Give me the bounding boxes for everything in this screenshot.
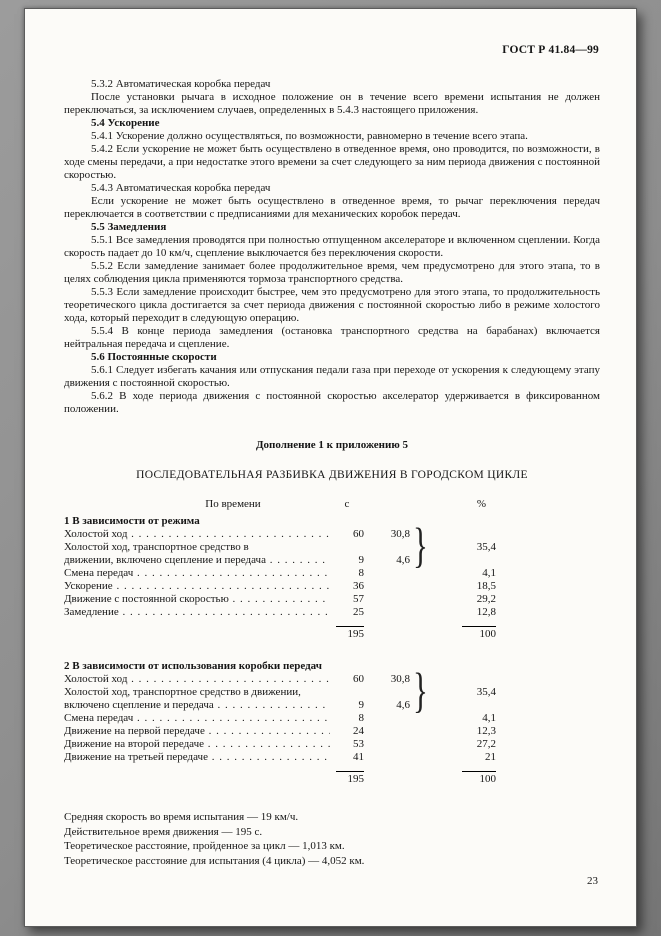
row-mid-percent [364, 738, 410, 751]
row-seconds [330, 541, 364, 554]
paragraph: Если ускорение не может быть осуществлено в отведенное время, то рычаг переключения передач переключается в соответствии с предписаниями для механических коробок передач. [64, 195, 600, 220]
row-percent: 18,5 [476, 580, 496, 592]
row-mid-percent [364, 541, 410, 554]
row-label: включено сцепление и передача . . . [64, 699, 330, 712]
clause-heading: 5.5 Замедления [91, 221, 167, 233]
paragraph: 5.5.2 Если замедление занимает более продолжительное время, чем предусмотрено для этого этапа, то в целях соблюдения цикла применяются тормоза транспортного средства. [64, 260, 600, 285]
row-label: Замедление . . . [64, 606, 330, 619]
paragraph: 5.5.3 Если замедление происходит быстрее, чем это предусмотрено для этого этапа, то продолжительность теоретического цикла достигается за счет периода движения с постоянной скоростью либо в режиме холостого хода, который переходит в следующую операцию. [64, 286, 600, 324]
breakdown-row [64, 725, 496, 738]
row-seconds: 25 [353, 606, 364, 618]
row-seconds: 24 [353, 725, 364, 737]
row-percent: 29,2 [476, 593, 496, 605]
column-header-seconds: с [344, 498, 350, 510]
paragraph: 5.4.1 Ускорение должно осуществляться, по возможности, равномерно в течение всего этапа. [91, 130, 528, 142]
supplement-heading: ПОСЛЕДОВАТЕЛЬНАЯ РАЗБИВКА ДВИЖЕНИЯ В ГОРОДСКОМ ЦИКЛЕ [136, 469, 528, 481]
row-mid-percent [364, 606, 410, 619]
supplement-block [64, 439, 600, 868]
row-percent: 27,2 [476, 738, 496, 750]
row-seconds: 41 [353, 751, 364, 763]
row-mid-percent [364, 725, 410, 738]
paragraph: 5.3.2 Автоматическая коробка передач [91, 78, 271, 90]
total-percent: 100 [462, 626, 496, 641]
total-seconds-cell [330, 771, 364, 786]
row-mid-percent: 30,8 [390, 673, 410, 685]
total-seconds: 195 [336, 771, 364, 786]
breakdown-section-2 [64, 660, 496, 786]
breakdown-row [64, 580, 496, 593]
note-line: Средняя скорость во время испытания — 19 км/ч. [64, 811, 299, 823]
row-label: Движение на третьей передаче . . . [64, 751, 330, 764]
summary-notes [64, 810, 600, 868]
breakdown-row [64, 673, 496, 686]
breakdown-row [64, 751, 496, 764]
row-seconds: 57 [353, 593, 364, 605]
row-label: Ускорение . . . [64, 580, 330, 593]
row-seconds: 53 [353, 738, 364, 750]
section-title: 1 В зависимости от режима [64, 515, 200, 527]
paragraph: 5.6.2 В ходе периода движения с постоянной скоростью акселератор удерживается в фиксированном положении. [64, 390, 600, 415]
row-label [64, 626, 330, 641]
clause-heading: 5.4 Ускорение [91, 117, 160, 129]
row-mid-percent: 30,8 [390, 528, 410, 540]
row-mid-percent: 4,6 [396, 554, 410, 566]
row-mid-percent [364, 771, 410, 786]
paragraph: 5.5.1 Все замедления проводятся при полностью отпущенном акселераторе и включенном сцеплении. Когда скорость падает до 10 км/ч, сцепление выключается без переключения скорости. [64, 234, 600, 259]
row-percent: 4,1 [482, 567, 496, 579]
doc-code: ГОСТ Р 41.84—99 [502, 44, 599, 56]
paragraph: 5.5.4 В конце периода замедления (остановка транспортного средства на барабанах) включается нейтральная передача и сцепление. [64, 325, 600, 350]
totals-row [64, 771, 496, 786]
totals-row [64, 626, 496, 641]
row-percent: 21 [485, 751, 496, 763]
row-label: Смена передач . . . [64, 712, 330, 725]
group-percent: 35,4 [476, 686, 496, 698]
row-mid-percent [364, 712, 410, 725]
group-percent: 35,4 [476, 541, 496, 553]
note-line: Действительное время движения — 195 с. [64, 825, 263, 838]
document-sheet [24, 8, 637, 927]
row-seconds: 9 [358, 699, 364, 711]
total-percent-cell [410, 771, 496, 786]
row-label: Движение на первой передаче . . . [64, 725, 330, 738]
breakdown-row [64, 528, 496, 541]
breakdown-section-1 [64, 515, 496, 641]
row-seconds: 60 [353, 528, 364, 540]
breakdown-row [64, 593, 496, 606]
row-percent: 12,3 [476, 725, 496, 737]
breakdown-row [64, 712, 496, 725]
row-seconds: 8 [358, 567, 364, 579]
total-seconds: 195 [336, 626, 364, 641]
row-label: движении, включено сцепление и передача . . . [64, 554, 330, 567]
row-percent: 12,8 [476, 606, 496, 618]
breakdown-row [64, 567, 496, 580]
row-mid-percent [364, 751, 410, 764]
total-seconds-cell [330, 626, 364, 641]
note-line: Теоретическое расстояние для испытания (4 цикла) — 4,052 км. [64, 854, 365, 867]
column-header-spacer [364, 498, 410, 511]
row-label: Движение с постоянной скоростью . . . [64, 593, 330, 606]
page-number: 23 [587, 875, 598, 887]
note-line: Теоретическое расстояние, пройденное за цикл — 1,013 км. [64, 840, 345, 852]
section-title: 2 В зависимости от использования коробки передач [64, 660, 322, 672]
row-seconds: 9 [358, 554, 364, 566]
row-label: Холостой ход, транспортное средство в [64, 541, 249, 553]
body-text [64, 78, 600, 416]
paragraph: 5.4.2 Если ускорение не может быть осуществлено в отведенное время, оно проводится, по возможности, в ходе смены передачи, а при недостатке этого времени за счет следующего за ним периода движения с постоянной скоростью. [64, 143, 600, 181]
clause-heading: 5.6 Постоянные скорости [91, 351, 217, 363]
row-label: Движение на второй передаче . . . [64, 738, 330, 751]
row-seconds: 8 [358, 712, 364, 724]
breakdown-row [64, 699, 496, 712]
row-mid-percent [364, 580, 410, 593]
row-mid-percent [364, 593, 410, 606]
total-percent: 100 [462, 771, 496, 786]
row-label: Холостой ход . . . [64, 528, 330, 541]
column-header-percent: % [476, 498, 486, 510]
supplement-title: Дополнение 1 к приложению 5 [255, 439, 409, 451]
row-seconds [330, 686, 364, 699]
row-percent: 4,1 [482, 712, 496, 724]
paragraph: 5.6.1 Следует избегать качания или отпускания педали газа при переходе от ускорения к следующему этапу движения с постоянной скоростью. [64, 364, 600, 389]
row-seconds: 60 [353, 673, 364, 685]
row-label: Смена передач . . . [64, 567, 330, 580]
total-percent-cell [410, 626, 496, 641]
row-mid-percent [364, 626, 410, 641]
row-mid-percent: 4,6 [396, 699, 410, 711]
paragraph: 5.4.3 Автоматическая коробка передач [91, 182, 271, 194]
brace-glyph: } [413, 662, 428, 718]
row-label: Холостой ход . . . [64, 673, 330, 686]
brace-glyph: } [413, 517, 428, 573]
column-header-time: По времени [205, 498, 261, 510]
breakdown-row [64, 554, 496, 567]
paragraph: После установки рычага в исходное положение он в течение всего времени испытания не должен переключаться, за исключением случаев, определенных в 5.4.3 настоящего приложения. [64, 91, 600, 116]
row-label [64, 771, 330, 786]
breakdown-row [64, 738, 496, 751]
breakdown-column-headers [64, 498, 496, 511]
breakdown-row [64, 606, 496, 619]
row-seconds: 36 [353, 580, 364, 592]
row-mid-percent [364, 686, 410, 699]
row-label: Холостой ход, транспортное средство в движении, [64, 686, 301, 698]
row-mid-percent [364, 567, 410, 580]
